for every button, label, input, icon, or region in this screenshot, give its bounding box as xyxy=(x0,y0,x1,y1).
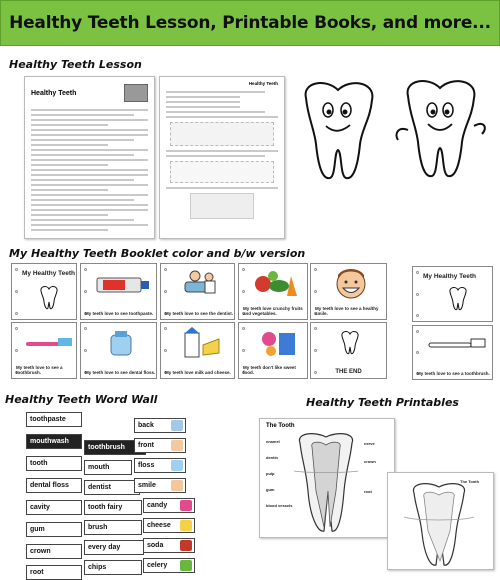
floss-icon xyxy=(107,329,135,359)
cheese-icon xyxy=(180,520,192,531)
word-card[interactable]: toothpaste xyxy=(26,412,82,427)
word-card[interactable]: tooth fairy xyxy=(84,500,142,515)
word-card[interactable]: root xyxy=(26,565,82,580)
tooth-icon xyxy=(447,287,469,311)
word-card[interactable]: mouthwash xyxy=(26,434,82,449)
booklet-page[interactable]: My teeth love crunchy fruits and vegetables. xyxy=(238,263,308,320)
photo-thumbnail xyxy=(124,84,148,102)
booklet-section-title[interactable]: My Healthy Teeth Booklet color and b/w version xyxy=(9,247,306,260)
worksheet-box xyxy=(170,161,274,183)
worksheet-grid xyxy=(170,122,274,146)
word-card[interactable]: celery xyxy=(143,558,195,573)
celery-icon xyxy=(180,560,192,571)
booklet-page[interactable]: My teeth love to see dental floss. xyxy=(80,322,157,379)
tooth-icon xyxy=(171,420,183,431)
wordwall-section-title[interactable]: Healthy Teeth Word Wall xyxy=(5,393,158,406)
toothbrush-icon xyxy=(24,333,74,353)
tooth-icon xyxy=(388,76,492,186)
booklet-page[interactable]: My teeth don't like sweet food. xyxy=(238,322,308,379)
tooth-icon xyxy=(404,483,474,569)
word-card[interactable]: mouth xyxy=(84,460,132,475)
toothpaste-icon xyxy=(95,272,151,298)
dentist-icon xyxy=(181,268,221,300)
lesson-section-title[interactable]: Healthy Teeth Lesson xyxy=(9,58,142,71)
word-card[interactable]: candy xyxy=(143,498,195,513)
booklet-cover[interactable]: My Healthy Teeth xyxy=(11,263,77,320)
word-card[interactable]: cheese xyxy=(143,518,195,533)
floss-icon xyxy=(171,460,183,471)
word-card[interactable]: tooth xyxy=(26,456,82,471)
tooth-icon xyxy=(339,331,361,355)
lesson-page-2[interactable] xyxy=(159,76,285,239)
toothbrush-icon xyxy=(427,334,489,354)
tooth-cross-section xyxy=(294,431,358,535)
word-card[interactable]: crown xyxy=(26,544,82,559)
printable-tooth-outline[interactable]: The Tooth xyxy=(387,472,494,570)
lesson-doc-title: Healthy Teeth xyxy=(31,89,77,97)
printable-tooth-anatomy[interactable]: The Tooth enamel dentin pulp gum blood vessels nerve crown root xyxy=(259,418,395,538)
page-title: Healthy Teeth Lesson, Printable Books, and more... xyxy=(9,13,491,33)
word-card[interactable]: front xyxy=(134,438,186,453)
smile-icon xyxy=(333,267,369,301)
word-card[interactable]: back xyxy=(134,418,186,433)
word-card[interactable]: gum xyxy=(26,522,82,537)
bw-booklet-cover[interactable]: My Healthy Teeth xyxy=(412,266,493,322)
candy-icon xyxy=(257,327,299,359)
smile-icon xyxy=(171,480,183,491)
header-banner xyxy=(0,0,500,46)
soda-icon xyxy=(180,540,192,551)
lesson-page-1[interactable] xyxy=(24,76,155,239)
smile-icon xyxy=(171,440,183,451)
worksheet-image xyxy=(190,193,254,219)
milk-icon xyxy=(179,327,223,359)
word-card[interactable]: soda xyxy=(143,538,195,553)
booklet-page[interactable]: My teeth love to see a toothbrush. xyxy=(11,322,77,379)
bw-booklet-page[interactable]: My teeth love to see a toothbrush. xyxy=(412,325,493,380)
booklet-page[interactable]: My teeth love to see a healthy smile. xyxy=(310,263,387,320)
fruit-icon xyxy=(251,268,303,300)
booklet-page[interactable]: My teeth love to see toothpaste. xyxy=(80,263,157,320)
word-card[interactable]: brush xyxy=(84,520,142,535)
word-card[interactable]: dental floss xyxy=(26,478,82,493)
tooth-icon xyxy=(38,286,60,310)
booklet-page-end[interactable]: THE END xyxy=(310,322,387,379)
printables-section-title[interactable]: Healthy Teeth Printables xyxy=(306,396,459,409)
word-card[interactable]: floss xyxy=(134,458,186,473)
word-card[interactable]: smile xyxy=(134,478,186,493)
word-card[interactable]: dentist xyxy=(84,480,140,495)
booklet-page[interactable]: My teeth love to see the dentist. xyxy=(160,263,235,320)
tooth-icon xyxy=(292,80,384,184)
word-card[interactable]: toothbrush xyxy=(84,440,146,455)
word-card[interactable]: cavity xyxy=(26,500,82,515)
booklet-page[interactable]: My teeth love milk and cheese. xyxy=(160,322,235,379)
word-card[interactable]: every day xyxy=(84,540,144,555)
lesson-doc-side-title: Healthy Teeth xyxy=(248,81,278,86)
candy-icon xyxy=(180,500,192,511)
word-card[interactable]: chips xyxy=(84,560,142,575)
